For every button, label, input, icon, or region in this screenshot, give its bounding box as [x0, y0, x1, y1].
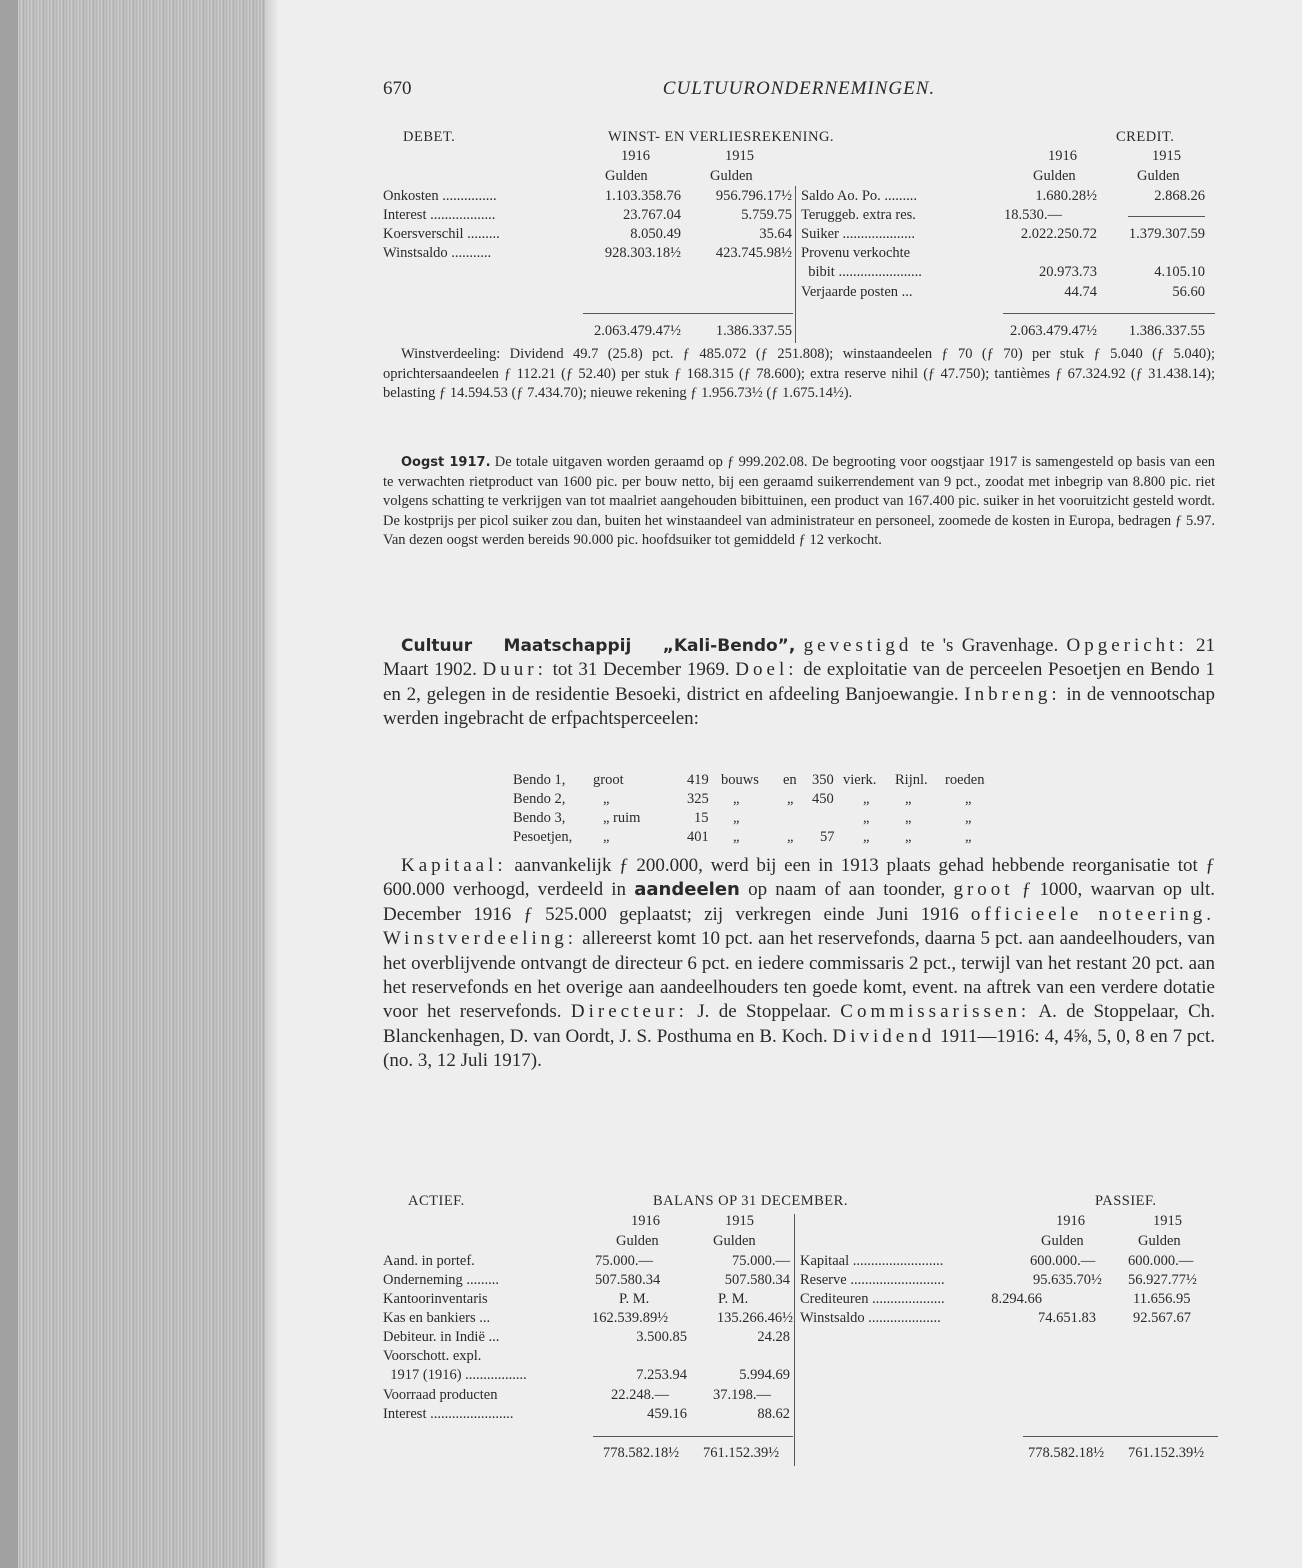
passief-year-1915: 1915 [1153, 1213, 1182, 1229]
credit-year-1915: 1915 [1152, 148, 1181, 164]
actief-row-label: Voorraad producten [383, 1387, 498, 1403]
perceel-name: Pesoetjen, [513, 829, 573, 845]
directeur-value: J. de Stoppelaar. [687, 1001, 841, 1023]
perceel-bouws-unit: „ [733, 791, 740, 807]
actief-row-1916: 459.16 [647, 1406, 687, 1422]
actief-row-label: Onderneming ......... [383, 1272, 499, 1288]
perceel-bouws: 325 [687, 791, 709, 807]
perceel-unit-1: „ [863, 829, 870, 845]
table-title: WINST- EN VERLIESREKENING. [608, 129, 835, 145]
inbreng-label: Inbreng: [964, 683, 1061, 705]
credit-total-1915: 1.386.337.55 [1128, 323, 1205, 339]
notering-label: officieele noteering. [970, 903, 1215, 925]
debet-heading: DEBET. [403, 129, 456, 145]
passief-row-label: Reserve .......................... [800, 1272, 945, 1288]
debet-row-1915: 5.759.75 [741, 207, 792, 223]
passief-row-1916: 600.000.— [1030, 1253, 1096, 1269]
debet-year-1915: 1915 [725, 148, 754, 164]
groot-label: groot [953, 879, 1014, 901]
perceel-unit-3: „ [965, 791, 972, 807]
commissarissen-label: Commissarissen: [840, 1001, 1031, 1023]
balans-table [383, 1192, 1215, 1472]
passief-row-1915: 92.567.67 [1133, 1310, 1191, 1326]
kapitaal-text-1: aanvankelijk ƒ 200.000, werd bij een in 1913 plaats gehad hebbende reorganisatie tot ƒ 600.000 verhoogd, verdeeld in [383, 855, 1215, 901]
passief-row-1915: 11.656.95 [1133, 1291, 1191, 1307]
passief-heading: PASSIEF. [1095, 1193, 1157, 1209]
oogst-heading: Oogst 1917. [401, 455, 491, 470]
credit-row-1916: 20.973.73 [1039, 264, 1097, 280]
perceel-qualifier: „ ruim [603, 810, 641, 826]
passief-row-1916: 74.651.83 [1038, 1310, 1096, 1326]
actief-row-label: Interest ....................... [383, 1406, 514, 1422]
actief-year-1915: 1915 [725, 1213, 754, 1229]
credit-row-label: Provenu verkochte [801, 245, 911, 261]
kapitaal-paragraph [383, 854, 1215, 1074]
perceel-unit-2: „ [905, 791, 912, 807]
actief-row-1915: P. M. [718, 1291, 749, 1307]
passief-row-label: Kapitaal ......................... [800, 1253, 944, 1269]
credit-row-1915: 4.105.10 [1154, 264, 1205, 280]
debet-unit-1916: Gulden [605, 168, 648, 184]
perceel-roeden: 57 [820, 829, 835, 845]
actief-row-label: Aand. in portef. [383, 1253, 475, 1269]
credit-row-label: Saldo Ao. Po. ......... [801, 188, 918, 204]
actief-heading: ACTIEF. [408, 1193, 465, 1209]
column-divider [795, 186, 796, 343]
winstverdeeling-label: Winstverdeeling: [383, 928, 578, 950]
perceel-qualifier: „ [603, 829, 610, 845]
passief-unit-1916: Gulden [1041, 1233, 1084, 1249]
debet-row-1916: 23.767.04 [623, 207, 681, 223]
debet-total-1915: 1.386.337.55 [715, 323, 792, 339]
oogst-paragraph [383, 453, 1215, 551]
debet-year-1916: 1916 [621, 148, 650, 164]
debet-row-1915: 956.796.17½ [715, 188, 792, 204]
perceel-qualifier: groot [593, 772, 624, 788]
actief-year-1916: 1916 [631, 1213, 660, 1229]
perceel-unit-2: Rijnl. [895, 772, 928, 788]
perceel-unit-1: vierk. [843, 772, 877, 788]
debet-row-1916: 1.103.358.76 [604, 188, 681, 204]
credit-row-1915-dash [1128, 216, 1205, 217]
actief-total-1916: 778.582.18½ [603, 1445, 680, 1461]
doel-label: Doel: [735, 659, 798, 681]
opgericht-value: 21 Maart 1902. [383, 635, 1216, 681]
column-divider [794, 1214, 795, 1466]
company-location: te 's Gravenhage. [912, 635, 1067, 656]
perceel-unit-2: „ [905, 810, 912, 826]
credit-row-1915: 2.868.26 [1154, 188, 1205, 204]
credit-row-1916: 2.022.250.72 [1020, 226, 1097, 242]
debet-row-label: Koersverschil ......... [383, 226, 500, 242]
perceel-bouws: 419 [687, 772, 709, 788]
credit-row-1916: 18.530.— [1004, 207, 1062, 223]
actief-row-label: 1917 (1916) ................. [383, 1367, 527, 1383]
credit-row-1915: 56.60 [1172, 284, 1205, 300]
actief-row-label: Kas en bankiers ... [383, 1310, 491, 1326]
debet-row-1915: 423.745.98½ [715, 245, 792, 261]
debet-row-label: Interest .................. [383, 207, 496, 223]
company-name: Cultuur Maatschappij „Kali-Bendo”, [401, 636, 796, 656]
perceel-bouws: 15 [694, 810, 709, 826]
credit-unit-1915: Gulden [1137, 168, 1180, 184]
perceel-roeden: 350 [812, 772, 834, 788]
actief-row-1916: 75.000.— [595, 1253, 653, 1269]
actief-row-label: Voorschott. expl. [383, 1348, 482, 1364]
perceel-unit-3: roeden [945, 772, 985, 788]
credit-heading: CREDIT. [1116, 129, 1175, 145]
credit-year-1916: 1916 [1048, 148, 1077, 164]
perceel-unit-3: „ [965, 810, 972, 826]
credit-row-label: Verjaarde posten ... [801, 284, 913, 300]
running-head [383, 78, 1215, 102]
perceel-bouws-unit: bouws [721, 772, 759, 788]
gevestigd-label: gevestigd [803, 635, 913, 656]
debet-row-1916: 928.303.18½ [604, 245, 681, 261]
running-title: CULTUURONDERNEMINGEN. [662, 78, 936, 99]
credit-unit-1916: Gulden [1033, 168, 1076, 184]
perceel-bouws-unit: „ [733, 810, 740, 826]
actief-row-1915: 88.62 [757, 1406, 790, 1422]
passief-row-label: Winstsaldo .................... [800, 1310, 941, 1326]
actief-row-1916: P. M. [619, 1291, 650, 1307]
aandeelen-term: aandeelen [634, 879, 740, 901]
kapitaal-text-2: op naam of aan toonder, [739, 879, 954, 901]
balans-title: BALANS OP 31 DECEMBER. [653, 1193, 848, 1209]
credit-row-label: Suiker .................... [801, 226, 915, 242]
passief-row-1916: 95.635.70½ [1033, 1272, 1102, 1288]
debet-unit-1915: Gulden [710, 168, 753, 184]
credit-row-label: bibit ....................... [801, 264, 922, 280]
debet-sum-rule [583, 313, 793, 314]
perceel-en: „ [787, 829, 794, 845]
credit-row-1916: 1.680.28½ [1035, 188, 1097, 204]
actief-sum-rule [593, 1436, 793, 1437]
perceel-unit-1: „ [863, 791, 870, 807]
kapitaal-text-3: ƒ 1000, waarvan op ult. December 1916 ƒ 525.000 geplaatst; zij verkregen einde Juni 1916 [383, 879, 1215, 925]
credit-row-label: Teruggeb. extra res. [801, 207, 916, 223]
oogst-text: De totale uitgaven worden geraamd op ƒ 999.202.08. De begrooting voor oogstjaar 1917 is samengesteld op basis van een te verwachten rietproduct van 1600 pic. per bouw netto, bij een geraamd suikerrendement van 9 pct., zoodat met inbegrip van 8.800 pic. riet volgens schatting te verkrijgen van tot maalriet aangehouden bibittuinen, een product van 167.400 pic. suiker in het vooruitzicht gesteld wordt. De kostprijs per picol suiker zou dan, buiten het winstaandeel van administrateur en personeel, zoomede de kosten in Europa, bedragen ƒ 5.97. Van dezen oogst werden bereids 90.000 pic. hoofdsuiker tot gemiddeld ƒ 12 verkocht. [383, 454, 1216, 549]
credit-row-1916: 44.74 [1064, 284, 1097, 300]
perceel-name: Bendo 3, [513, 810, 566, 826]
perceel-en: „ [787, 791, 794, 807]
kapitaal-label: Kapitaal: [401, 855, 507, 876]
actief-row-1916: 162.539.89½ [592, 1310, 669, 1326]
credit-row-1915: 1.379.307.59 [1128, 226, 1205, 242]
debet-row-label: Winstsaldo ........... [383, 245, 492, 261]
perceel-bouws-unit: „ [733, 829, 740, 845]
passief-row-1915: 56.927.77½ [1128, 1272, 1197, 1288]
opgericht-label: Opgericht: [1066, 635, 1188, 656]
credit-total-1916: 2.063.479.47½ [1010, 323, 1097, 339]
actief-row-1916: 507.580.34 [595, 1272, 661, 1288]
perceel-bouws: 401 [687, 829, 709, 845]
actief-unit-1916: Gulden [616, 1233, 659, 1249]
passief-unit-1915: Gulden [1138, 1233, 1181, 1249]
perceel-qualifier: „ [603, 791, 610, 807]
passief-total-1916: 778.582.18½ [1028, 1445, 1105, 1461]
winstverdeeling-paragraph [383, 345, 1215, 404]
page-number: 670 [383, 78, 412, 99]
winstverdeeling-rules: allereerst komt 10 pct. aan het reservefonds, daarna 5 pct. aan aandeelhouders, van het overblijvende ontvangt de directeur 6 pct. en iedere commissaris 2 pct., terwijl van het restant 20 pct. aan het reservefonds en het overige aan aandeelhouders ten goede komt, event. na aftrek van een verdere dotatie voor het reservefonds. [383, 928, 1215, 1023]
perceel-name: Bendo 2, [513, 791, 566, 807]
perceel-roeden: 450 [812, 791, 834, 807]
duur-label: Duur: [482, 659, 547, 681]
company-paragraph [383, 634, 1215, 732]
doel-value: de exploitatie van de perceelen Pesoetjen en Bendo 1 en 2, gelegen in de residentie Besoeki, district en afdeeling Banjoewangie. [383, 659, 1216, 705]
actief-row-1916: 7.253.94 [636, 1367, 687, 1383]
perceel-unit-1: „ [863, 810, 870, 826]
perceel-en: en [783, 772, 797, 788]
actief-row-label: Debiteur. in Indië ... [383, 1329, 500, 1345]
duur-value: tot 31 December 1969. [546, 659, 736, 681]
actief-row-1916: 3.500.85 [636, 1329, 687, 1345]
actief-row-1915: 37.198.— [713, 1387, 771, 1403]
actief-row-1915: 507.580.34 [724, 1272, 790, 1288]
actief-row-1915: 135.266.46½ [716, 1310, 793, 1326]
inbreng-value: in de vennootschap werden ingebracht de erfpachtsperceelen: [383, 683, 1215, 730]
actief-row-1915: 5.994.69 [739, 1367, 790, 1383]
dividend-label: Dividend [832, 1025, 936, 1047]
credit-sum-rule [1003, 313, 1215, 314]
actief-row-1915: 24.28 [757, 1329, 790, 1345]
actief-unit-1915: Gulden [713, 1233, 756, 1249]
debet-row-1915: 35.64 [759, 226, 792, 242]
passief-sum-rule [1023, 1436, 1218, 1437]
actief-total-1915: 761.152.39½ [703, 1445, 780, 1461]
passief-total-1915: 761.152.39½ [1128, 1445, 1205, 1461]
actief-row-1916: 22.248.— [611, 1387, 669, 1403]
passief-row-label: Crediteuren .................... [800, 1291, 945, 1307]
passief-year-1916: 1916 [1056, 1213, 1085, 1229]
winst-verlies-table [383, 128, 1215, 348]
book-page-edges [0, 0, 265, 1568]
actief-row-label: Kantoorinventaris [383, 1291, 488, 1307]
actief-row-1915: 75.000.— [732, 1253, 790, 1269]
debet-row-label: Onkosten ............... [383, 188, 497, 204]
commissarissen-value: A. de Stoppelaar, Ch. Blanckenhagen, D. van Oordt, J. S. Posthuma en B. Koch. [383, 1001, 1215, 1047]
debet-total-1916: 2.063.479.47½ [594, 323, 681, 339]
passief-row-1916: 8.294.66 [991, 1291, 1042, 1307]
passief-row-1915: 600.000.— [1128, 1253, 1194, 1269]
winstverdeeling-text: Winstverdeeling: Dividend 49.7 (25.8) pct. ƒ 485.072 (ƒ 251.808); winstaandeelen ƒ 70 (ƒ 70) per stuk ƒ 5.040 (ƒ 5.040); oprichtersaandeelen ƒ 112.21 (ƒ 52.40) per stuk ƒ 168.315 (ƒ 78.600); extra reserve nihil (ƒ 47.750); tantièmes ƒ 67.324.92 (ƒ 31.438.14); belasting ƒ 14.594.53 (ƒ 7.434.70); nieuwe rekening ƒ 1.956.73½ (ƒ 1.675.14½). [383, 346, 1215, 402]
perceel-unit-3: „ [965, 829, 972, 845]
perceel-unit-2: „ [905, 829, 912, 845]
dividend-value: 1911—1916: 4, 4⅝, 5, 0, 8 en 7 pct. (no. 3, 12 Juli 1917). [383, 1025, 1216, 1072]
directeur-label: Directeur: [570, 1001, 688, 1023]
debet-row-1916: 8.050.49 [630, 226, 681, 242]
perceel-name: Bendo 1, [513, 772, 566, 788]
